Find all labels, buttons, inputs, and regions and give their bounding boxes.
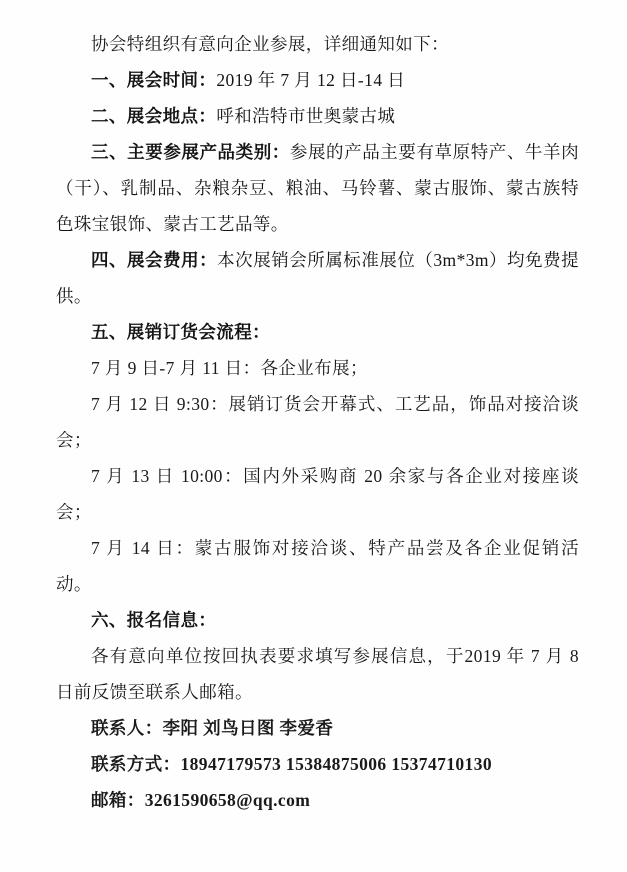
signup-instructions: 各有意向单位按回执表要求填写参展信息，于2019 年 7 月 8 日前反馈至联系人邮箱。 xyxy=(56,646,579,702)
section-3 xyxy=(56,134,579,242)
contacts-line: 联系人：李阳 刘鸟日图 李爱香 xyxy=(91,718,334,738)
intro-paragraph: 协会特组织有意向企业参展，详细通知如下： xyxy=(91,34,449,54)
section-4-label: 四、展会费用： xyxy=(91,250,218,270)
section-2-label: 二、展会地点： xyxy=(91,106,217,126)
schedule-item-2: 7 月 12 日 9:30：展销订货会开幕式、工艺品，饰品对接洽谈会； xyxy=(56,394,579,450)
section-2-text: 呼和浩特市世奥蒙古城 xyxy=(216,106,396,126)
section-4-text: 本次展销会所属标准展位（3m*3m）均免费提供。 xyxy=(56,250,579,306)
email-line: 邮箱：3261590658@qq.com xyxy=(91,790,311,810)
section-3-text: 参展的产品主要有草原特产、牛羊肉（干）、乳制品、杂粮杂豆、粮油、马铃薯、蒙古服饰、蒙古族特色珠宝银饰、蒙古工艺品等。 xyxy=(56,142,579,234)
section-5 xyxy=(56,314,579,350)
section-1-text: 2019 年 7 月 12 日-14 日 xyxy=(216,70,406,90)
section-1-label: 一、展会时间： xyxy=(91,70,217,90)
phones-line: 联系方式：18947179573 15384875006 15374710130 xyxy=(91,754,492,774)
section-4 xyxy=(56,242,579,314)
section-2 xyxy=(56,98,579,134)
section-1 xyxy=(56,62,579,98)
section-6-label: 六、报名信息： xyxy=(91,610,217,630)
schedule-item-3: 7 月 13 日 10:00：国内外采购商 20 余家与各企业对接座谈会； xyxy=(56,466,579,522)
schedule-item-4: 7 月 14 日：蒙古服饰对接洽谈、特产品尝及各企业促销活动。 xyxy=(56,538,579,594)
section-5-label: 五、展销订货会流程： xyxy=(91,322,270,342)
section-6 xyxy=(56,602,579,638)
schedule-item-1: 7 月 9 日-7 月 11 日：各企业布展； xyxy=(91,358,368,378)
section-3-label: 三、主要参展产品类别： xyxy=(91,142,290,162)
